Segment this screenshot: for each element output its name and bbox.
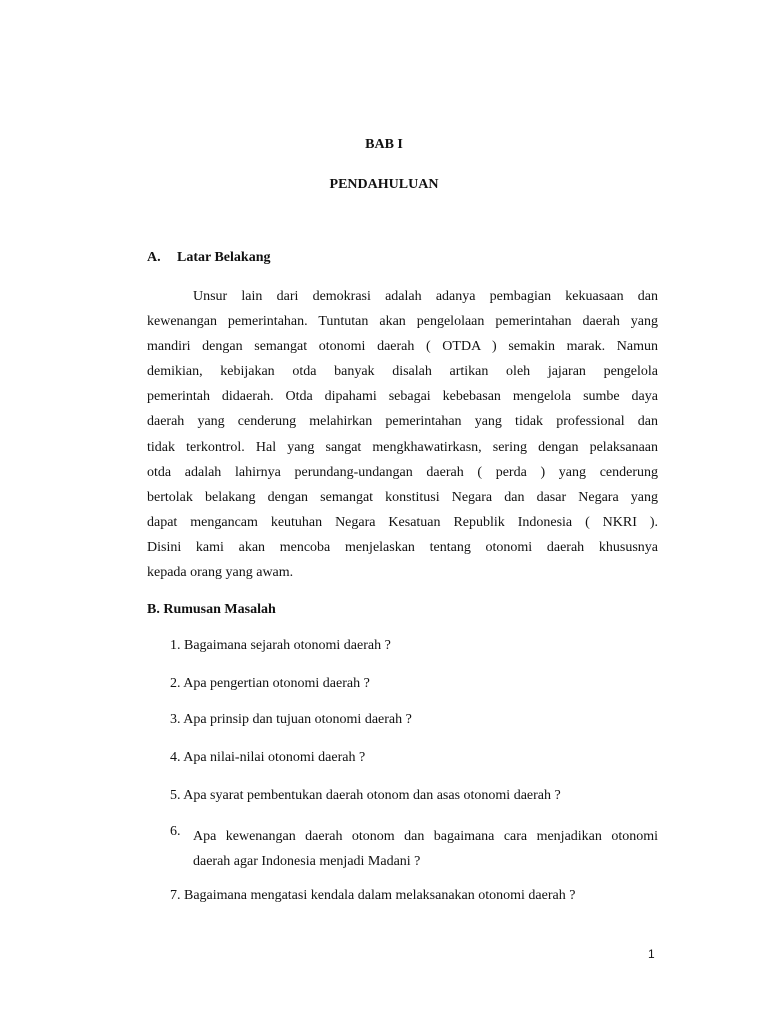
question-item: 7. Bagaimana mengatasi kendala dalam melaksanakan otonomi daerah ? — [170, 888, 576, 903]
question-item: 3. Apa prinsip dan tujuan otonomi daerah ? — [170, 712, 412, 727]
chapter-number: BAB I — [365, 137, 403, 152]
question-line: Apa kewenangan daerah otonom dan bagaimana cara menjadikan otonomi — [193, 829, 658, 844]
paragraph-line: pemerintah didaerah. Otda dipahami sebagai kebebasan mengelola sumbe daya — [147, 389, 658, 405]
paragraph-line: daerah yang cenderung melahirkan pemerintahan yang tidak professional dan — [147, 414, 658, 430]
question-item: 4. Apa nilai-nilai otonomi daerah ? — [170, 750, 366, 765]
paragraph-line: kewenangan pemerintahan. Tuntutan akan pengelolaan pemerintahan daerah yang — [147, 314, 658, 330]
paragraph-line: otda adalah lahirnya perundang-undangan daerah ( perda ) yang cenderung — [147, 464, 658, 480]
paragraph-line: bertolak belakang dengan semangat konstitusi Negara dan dasar Negara yang — [147, 489, 658, 505]
section-a-title: Latar Belakang — [177, 250, 271, 265]
section-b-heading: B. Rumusan Masalah — [147, 602, 276, 617]
paragraph-line: Unsur lain dari demokrasi adalah adanya pembagian kekuasaan dan — [193, 289, 658, 304]
question-line: daerah agar Indonesia menjadi Madani ? — [193, 854, 421, 869]
paragraph-line: dapat mengancam keutuhan Negara Kesatuan Republik Indonesia ( NKRI ). — [147, 514, 658, 530]
question-number: 6. — [170, 824, 181, 839]
paragraph-line: Disini kami akan mencoba menjelaskan tentang otonomi daerah khususnya — [147, 539, 658, 555]
paragraph-line: tidak terkontrol. Hal yang sangat mengkhawatirkasn, sering dengan pelaksanaan — [147, 439, 658, 455]
paragraph-line: mandiri dengan semangat otonomi daerah ( OTDA ) semakin marak. Namun — [147, 339, 658, 355]
question-text — [193, 824, 658, 874]
question-item: 5. Apa syarat pembentukan daerah otonom dan asas otonomi daerah ? — [170, 788, 561, 803]
background-paragraph — [147, 284, 658, 585]
page-number: 1 — [648, 947, 655, 961]
section-a-heading — [147, 250, 270, 266]
question-item: 1. Bagaimana sejarah otonomi daerah ? — [170, 638, 391, 653]
chapter-title: PENDAHULUAN — [329, 177, 439, 192]
paragraph-line: kepada orang yang awam. — [147, 565, 294, 581]
question-item: 2. Apa pengertian otonomi daerah ? — [170, 676, 370, 691]
paragraph-line: demikian, kebijakan otda banyak disalah artikan oleh jajaran pengelola — [147, 364, 658, 380]
section-a-letter: A. — [147, 250, 161, 265]
